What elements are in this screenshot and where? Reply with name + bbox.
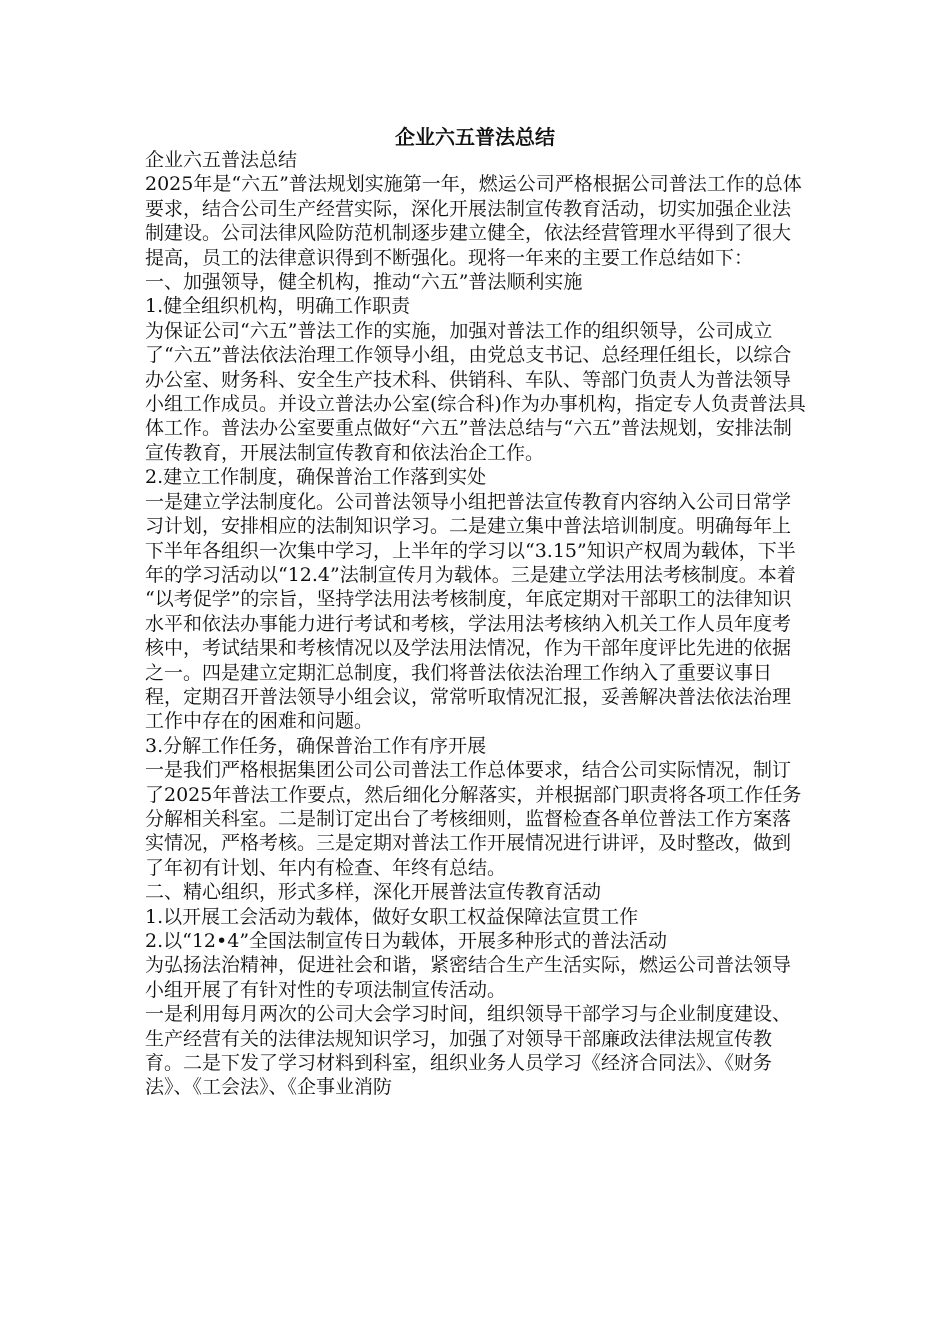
paragraph-subtitle: 企业六五普法总结 [145, 149, 298, 171]
paragraph: 为弘扬法治精神，促进社会和谐，紧密结合生产生活实际，燃运公司普法领导小组开展了有针对性的专项法制宣传活动。 [145, 954, 792, 1001]
subsection-heading-2-2: 2.以“12•4”全国法制宣传日为载体，开展多种形式的普法活动 [145, 930, 668, 952]
section-heading-2: 二、精心组织，形式多样，深化开展普法宣传教育活动 [145, 881, 602, 904]
paragraph: 一是建立学法制度化。公司普法领导小组把普法宣传教育内容纳入公司日常学习计划，安排相应的法制知识学习。二是建立集中普法培训制度。明确每年上下半年各组织一次集中学习，上半年的学习以“3.15”知识产权周为载体，下半年的学习活动以“12.4”法制宣传月为载体。三是建立学法用法考核制度。本着 “以考促学”的宗旨，坚持学法用法考核制度，年底定期对干部职工的法律知识水平和依法办事能力进行考试和考核，学法用法考核纳入机关工作人员年度考核中，考试结果和考核情况以及学法用法情况，作为干部年度评比先进的依据之一。四是建立定期汇总制度，我们将普法依法治理工作纳入了重要议事日程，定期召开普法领导小组会议，常常听取情况汇报，妥善解决普法依法治理工作中存在的困难和问题。 [145, 490, 796, 733]
subsection-heading-2-1: 1.以开展工会活动为载体，做好女职工权益保障法宣贯工作 [145, 905, 639, 928]
paragraph-intro: 2025年是“六五”普法规划实施第一年，燃运公司严格根据公司普法工作的总体要求，结合公司生产经营实际，深化开展法制宣传教育活动，切实加强企业法制建设。公司法律风险防范机制逐步建立健全，依法经营管理水平得到了很大提高，员工的法律意识得到不断强化。现将一年来的主要工作总结如下： [145, 173, 802, 269]
paragraph: 一是利用每月两次的公司大会学习时间，组织领导干部学习与企业制度建设、生产经营有关的法律法规知识学习，加强了对领导干部廉政法律法规宣传教育。二是下发了学习材料到科室，组织业务人员学习《经济合同法》、《财务法》、《工会法》、《企事业消防 [145, 1003, 792, 1099]
paragraph: 为保证公司“六五”普法工作的实施，加强对普法工作的组织领导，公司成立了“六五”普法依法治理工作领导小组，由党总支书记、总经理任组长，以综合办公室、财务科、安全生产技术科、供销科、车队、等部门负责人为普法领导小组工作成员。并设立普法办公室(综合科)作为办事机构，指定专人负责普法具体工作。普法办公室要重点做好“六五”普法总结与“六五”普法规划，安排法制宣传教育，开展法制宣传教育和依法治企工作。 [145, 319, 806, 464]
subsection-heading-1-2: 2.建立工作制度，确保普治工作落到实处 [145, 466, 487, 489]
document-body [145, 148, 809, 1100]
document-title: 企业六五普法总结 [395, 125, 555, 149]
subsection-heading-1-1: 1.健全组织机构，明确工作职责 [145, 295, 411, 318]
subsection-heading-1-3: 3.分解工作任务，确保普治工作有序开展 [145, 734, 487, 757]
paragraph: 一是我们严格根据集团公司公司普法工作总体要求，结合公司实际情况，制订了2025年普法工作要点，然后细化分解落实，并根据部门职责将各项工作任务分解相关科室。二是制订定出台了考核细则，监督检查各单位普法工作方案落实情况，严格考核。三是定期对普法工作开展情况进行讲评，及时整改，做到了年初有计划、年内有检查、年终有总结。 [145, 759, 802, 879]
section-heading-1: 一、加强领导，健全机构，推动“六五”普法顺利实施 [145, 271, 583, 294]
